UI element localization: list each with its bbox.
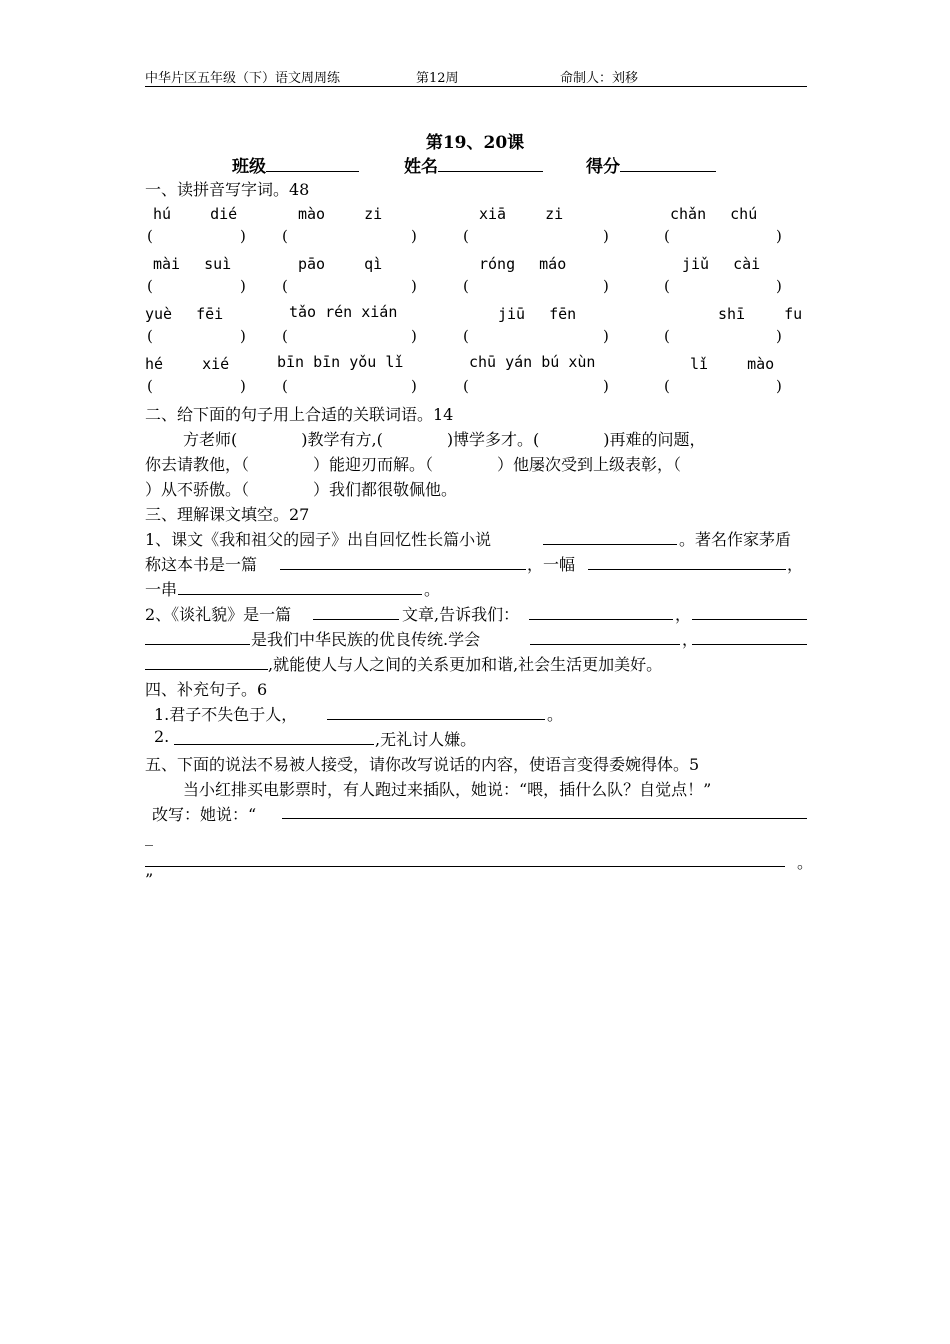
answer-blank[interactable] xyxy=(178,594,422,595)
score-field[interactable] xyxy=(586,152,716,177)
rewrite-blank[interactable] xyxy=(282,818,807,819)
section5-heading: 五、下面的说法不易被人接受，请你改写说话的内容，使语言变得委婉得体。5 xyxy=(145,755,700,774)
q1-text: 称这本书是一篇 xyxy=(145,555,258,574)
continuation-dash: _ xyxy=(145,827,153,846)
paren-close: ) xyxy=(411,327,417,345)
q1-text: 一串 xyxy=(145,580,178,599)
name-field[interactable] xyxy=(404,152,543,177)
paren-close: ) xyxy=(776,227,782,245)
pinyin-item: róng máo xyxy=(479,255,567,273)
paren-open: ( xyxy=(147,327,153,345)
paren-open: ( xyxy=(664,227,670,245)
answer-blank[interactable] xyxy=(313,619,399,620)
answer-blank[interactable] xyxy=(692,644,807,645)
pinyin-item: mài suì xyxy=(153,255,232,273)
close-quote: ” xyxy=(145,870,154,889)
paren-close: ) xyxy=(603,327,609,345)
section2-line: 方老师( )教学有方,( )博学多才。( )再难的问题， xyxy=(183,430,706,449)
pinyin-item: bīn bīn yǒu lǐ xyxy=(277,353,404,371)
header-author: 命制人：刘移 xyxy=(560,71,639,86)
paren-close: ) xyxy=(240,227,246,245)
paren-close: ) xyxy=(240,377,246,395)
section4-q2-end: ,无礼讨人嫌。 xyxy=(375,730,477,749)
answer-blank[interactable] xyxy=(145,644,250,645)
pinyin-item: jiǔ cài xyxy=(682,255,761,273)
answer-blank[interactable] xyxy=(588,569,786,570)
answer-blank[interactable] xyxy=(529,619,673,620)
paren-close: ) xyxy=(776,377,782,395)
paren-open: ( xyxy=(463,227,469,245)
class-blank[interactable] xyxy=(266,157,359,172)
answer-blank[interactable] xyxy=(692,619,807,620)
name-label: 姓名 xyxy=(404,157,438,177)
paren-open: ( xyxy=(147,277,153,295)
pinyin-item: hé xié xyxy=(145,355,230,373)
paren-open: ( xyxy=(463,277,469,295)
rewrite-blank[interactable] xyxy=(145,866,785,867)
q1-text: 。 xyxy=(424,580,441,599)
pinyin-item: chū yán bú xùn xyxy=(469,353,596,371)
section2-heading: 二、给下面的句子用上合适的关联词语。14 xyxy=(145,405,454,424)
answer-blank[interactable] xyxy=(543,544,677,545)
paren-close: ) xyxy=(603,227,609,245)
paren-close: ) xyxy=(240,327,246,345)
section2-line: 你去请教他，（ ）能迎刃而解。（ ）他屡次受到上级表彰，（ xyxy=(145,455,682,474)
header-week: 第12周 xyxy=(416,71,459,86)
q2-text: ， xyxy=(675,605,692,624)
pinyin-item: tǎo rén xián xyxy=(289,303,398,321)
section1-heading: 一、读拼音写字词。48 xyxy=(145,180,310,199)
pinyin-item: xiā zi xyxy=(479,205,564,223)
rewrite-label: 改写：她说：“ xyxy=(152,805,257,824)
pinyin-item: hú dié xyxy=(153,205,238,223)
pinyin-item: yuè fēi xyxy=(145,305,224,323)
pinyin-item: lǐ mào xyxy=(690,355,775,373)
pinyin-item: pāo qì xyxy=(298,255,383,273)
class-field[interactable] xyxy=(232,152,359,177)
section5-scenario: 当小红排买电影票时，有人跑过来插队，她说：“喂，插什么队？自觉点！” xyxy=(183,780,712,799)
paren-close: ) xyxy=(776,327,782,345)
paren-open: ( xyxy=(282,227,288,245)
paren-close: ) xyxy=(411,277,417,295)
q2-text: ,就能使人与人之间的关系更加和谐,社会生活更加美好。 xyxy=(268,655,663,674)
paren-close: ) xyxy=(776,277,782,295)
paren-close: ) xyxy=(240,277,246,295)
answer-blank[interactable] xyxy=(530,644,680,645)
paren-close: ) xyxy=(411,377,417,395)
name-blank[interactable] xyxy=(438,157,543,172)
paren-open: ( xyxy=(664,377,670,395)
paren-open: ( xyxy=(147,227,153,245)
section4-heading: 四、补充句子。6 xyxy=(145,680,268,699)
score-label: 得分 xyxy=(586,157,620,177)
q2-text: ， xyxy=(682,630,699,649)
answer-blank[interactable] xyxy=(327,719,545,720)
paren-open: ( xyxy=(463,377,469,395)
pinyin-item: jiū fēn xyxy=(498,305,577,323)
paren-open: ( xyxy=(147,377,153,395)
answer-blank[interactable] xyxy=(145,669,268,670)
section3-heading: 三、理解课文填空。27 xyxy=(145,505,310,524)
pinyin-item: chǎn chú xyxy=(670,205,758,223)
paren-close: ) xyxy=(411,227,417,245)
section2-line: ）从不骄傲。（ ）我们都很敬佩他。 xyxy=(145,480,458,499)
pinyin-item: mào zi xyxy=(298,205,383,223)
header-rule xyxy=(145,86,807,87)
header-school: 中华片区五年级（下）语文周周练 xyxy=(145,71,341,86)
q2-text: 是我们中华民族的优良传统.学会 xyxy=(251,630,481,649)
paren-open: ( xyxy=(282,327,288,345)
paren-open: ( xyxy=(282,377,288,395)
q2-text: 2、《谈礼貌》是一篇 xyxy=(145,605,292,624)
paren-open: ( xyxy=(463,327,469,345)
paren-close: ) xyxy=(603,377,609,395)
section4-q1-end: 。 xyxy=(547,705,564,724)
rewrite-end-mark: 。 xyxy=(797,853,814,872)
page-title: 第19、20课 xyxy=(425,133,525,153)
q1-text: 1、课文《我和祖父的园子》出自回忆性长篇小说 xyxy=(145,530,492,549)
section4-q2: 2. xyxy=(154,727,170,746)
answer-blank[interactable] xyxy=(174,744,374,745)
answer-blank[interactable] xyxy=(280,569,526,570)
paren-open: ( xyxy=(282,277,288,295)
q1-text: ， xyxy=(787,555,804,574)
paren-close: ) xyxy=(603,277,609,295)
q1-text: 。著名作家茅盾 xyxy=(679,530,792,549)
class-label: 班级 xyxy=(232,157,266,177)
section4-q1: 1.君子不失色于人， xyxy=(154,705,298,724)
q2-text: 文章,告诉我们： xyxy=(402,605,520,624)
q1-text: ，一幅 xyxy=(527,555,576,574)
score-blank[interactable] xyxy=(620,157,716,172)
paren-open: ( xyxy=(664,327,670,345)
paren-open: ( xyxy=(664,277,670,295)
pinyin-item: shī fu xyxy=(718,305,803,323)
